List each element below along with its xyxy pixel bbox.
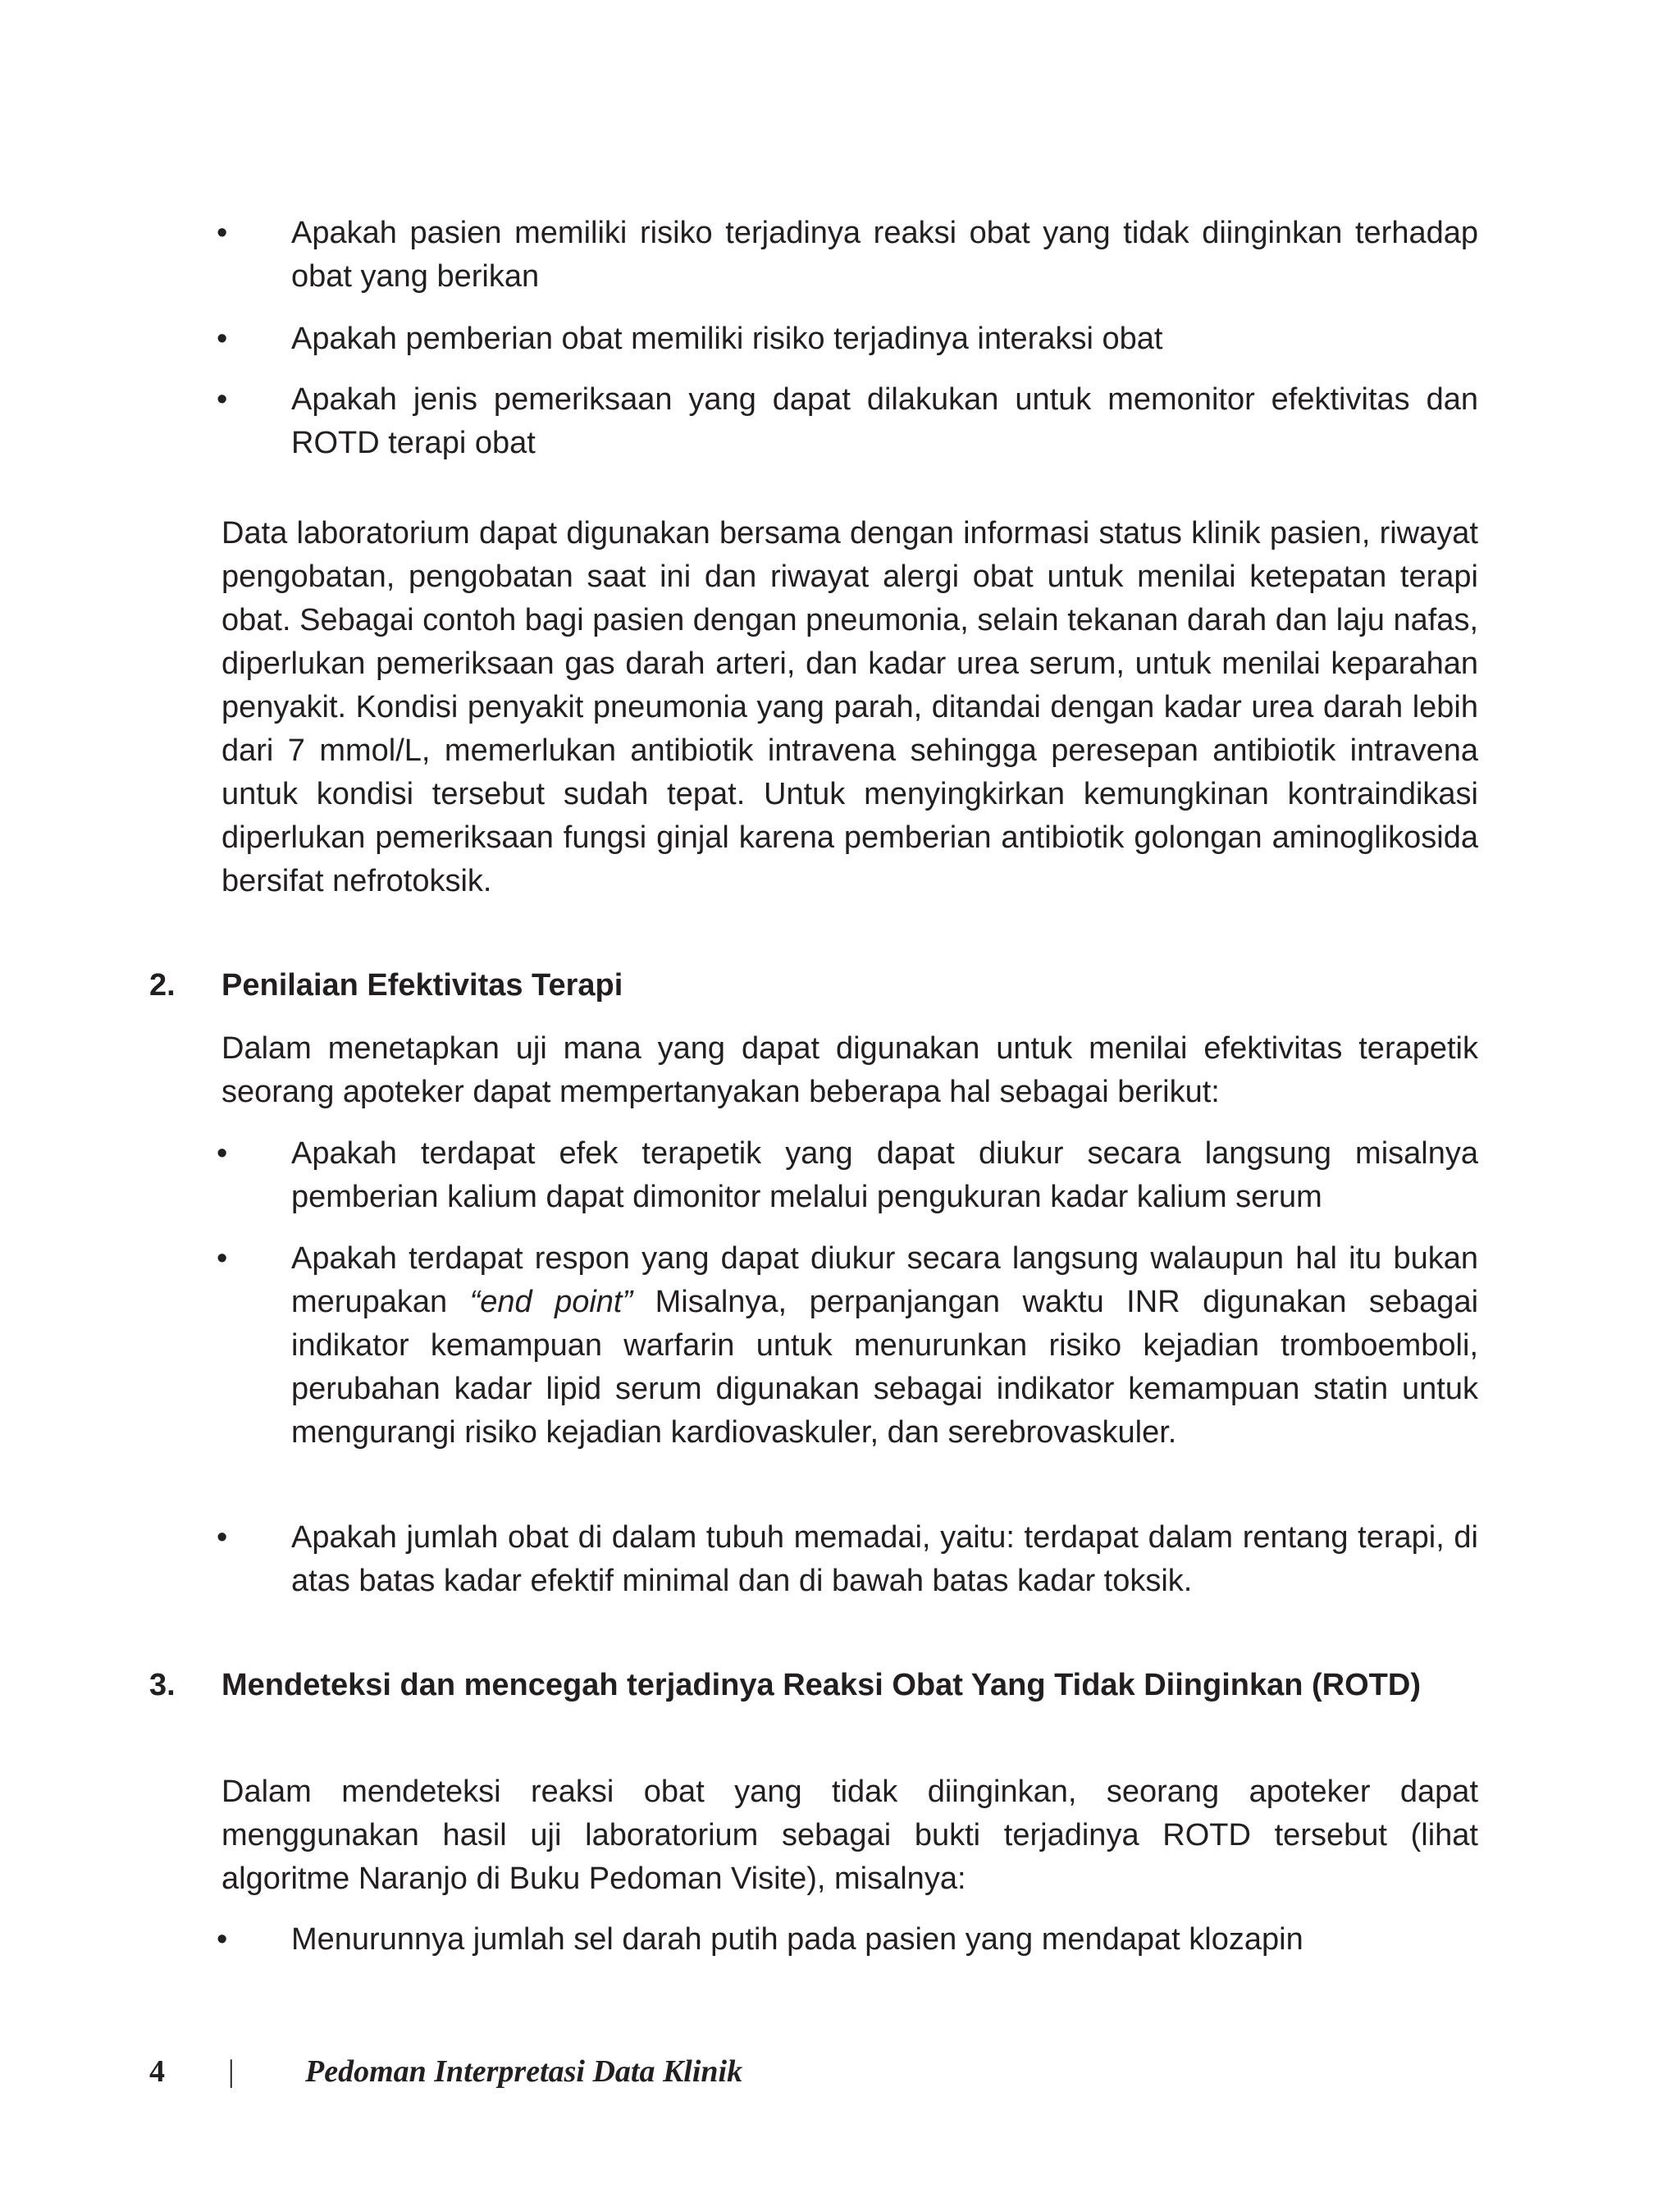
bullet-icon: • bbox=[217, 1922, 228, 1957]
section-heading-2 bbox=[149, 964, 1478, 1007]
bullet-icon: • bbox=[217, 1241, 228, 1276]
footer-title: Pedoman Interpretasi Data Klinik bbox=[305, 2054, 743, 2089]
section-title: Mendeteksi dan mencegah terjadinya Reaksi Obat Yang Tidak Diinginkan (ROTD) bbox=[221, 1668, 1421, 1702]
section-heading-3 bbox=[149, 1664, 1478, 1707]
paragraph-text: Dalam menetapkan uji mana yang dapat digunakan untuk menilai efektivitas terapetik seorang apoteker dapat mempertanyakan beberapa hal sebagai berikut: bbox=[221, 1031, 1478, 1109]
bullet-icon: • bbox=[217, 322, 228, 356]
page-number: 4 bbox=[149, 2054, 165, 2089]
section-2-intro bbox=[221, 1027, 1478, 1114]
list-item bbox=[217, 378, 1478, 465]
bullet-icon: • bbox=[217, 382, 228, 417]
end-point-emphasis: “end point” bbox=[469, 1285, 633, 1319]
footer-separator: | bbox=[228, 2054, 235, 2089]
bullet-text: Apakah jenis pemeriksaan yang dapat dilakukan untuk memonitor efektivitas dan ROTD terapi obat bbox=[291, 382, 1478, 460]
paragraph-text: Data laboratorium dapat digunakan bersama dengan informasi status klinik pasien, riwayat pengobatan, pengobatan saat ini dan riwayat alergi obat untuk menilai ketepatan terapi obat. Sebagai contoh bagi pasien dengan pneumonia, selain tekanan darah dan laju nafas, diperlukan pemeriksaan gas darah arteri, dan kadar urea serum, untuk menilai keparahan penyakit. Kondisi penyakit pneumonia yang parah, ditandai dengan kadar urea darah lebih dari 7 mmol/L, memerlukan antibiotik intravena sehingga peresepan antibiotik intravena untuk kondisi tersebut sudah tepat. Untuk menyingkirkan kemungkinan kontraindikasi diperlukan pemeriksaan fungsi ginjal karena pemberian antibiotik golongan aminoglikosida bersifat nefrotoksik. bbox=[221, 516, 1478, 898]
section-number: 2. bbox=[149, 968, 176, 1003]
bullet-text: Apakah jumlah obat di dalam tubuh memadai, yaitu: terdapat dalam rentang terapi, di atas batas kadar efektif minimal dan di bawah batas kadar toksik. bbox=[291, 1520, 1478, 1598]
bullet-icon: • bbox=[217, 1136, 228, 1171]
list-item bbox=[217, 1516, 1478, 1603]
list-item bbox=[217, 1237, 1478, 1455]
bullet-text bbox=[291, 1237, 1478, 1455]
list-item bbox=[217, 1918, 1478, 1962]
bullet-text: Apakah pemberian obat memiliki risiko terjadinya interaksi obat bbox=[291, 322, 1163, 356]
list-item bbox=[217, 212, 1478, 299]
section-number: 3. bbox=[149, 1668, 176, 1702]
section-title: Penilaian Efektivitas Terapi bbox=[221, 968, 623, 1003]
bullet-text-part: Apakah terdapat respon yang dapat diukur secara langsung walaupun hal itu bukan merupakan bbox=[291, 1241, 1478, 1319]
bullet-text-part: Misalnya, perpanjangan waktu INR digunakan sebagai indikator kemampuan warfarin untuk menurunkan risiko kejadian tromboemboli, perubahan kadar lipid serum digunakan sebagai indikator kemampuan statin untuk mengurangi risiko kejadian kardiovaskuler, dan serebrovaskuler. bbox=[291, 1285, 1479, 1450]
bullet-icon: • bbox=[217, 216, 228, 250]
list-item bbox=[217, 317, 1478, 361]
paragraph-text: Dalam mendeteksi reaksi obat yang tidak diinginkan, seorang apoteker dapat menggunakan hasil uji laboratorium sebagai bukti terjadinya ROTD tersebut (lihat algoritme Naranjo di Buku Pedoman Visite), misalnya: bbox=[221, 1775, 1478, 1896]
section-3-intro bbox=[221, 1770, 1478, 1901]
bullet-text: Apakah pasien memiliki risiko terjadinya reaksi obat yang tidak diinginkan terhadap obat yang berikan bbox=[291, 216, 1478, 294]
bullet-icon: • bbox=[217, 1520, 228, 1555]
list-item bbox=[217, 1132, 1478, 1219]
paragraph-lab-data bbox=[221, 512, 1478, 903]
bullet-text: Menurunnya jumlah sel darah putih pada pasien yang mendapat klozapin bbox=[291, 1922, 1303, 1957]
bullet-text: Apakah terdapat efek terapetik yang dapat diukur secara langsung misalnya pemberian kalium dapat dimonitor melalui pengukuran kadar kalium serum bbox=[291, 1136, 1478, 1214]
